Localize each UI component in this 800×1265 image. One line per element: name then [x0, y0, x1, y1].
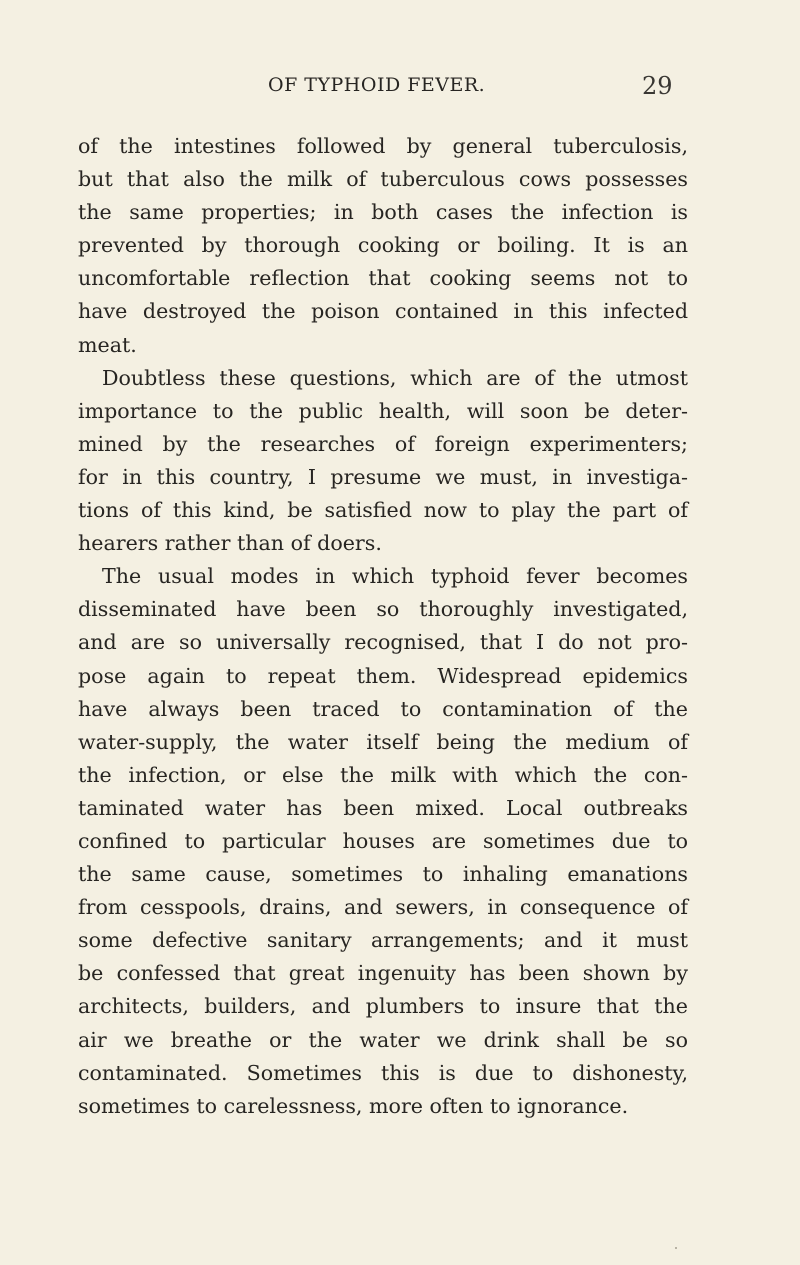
paragraph — [78, 130, 688, 362]
text-line: uncomfortable reflection that cooking seems not to — [78, 266, 688, 291]
text-line: architects, builders, and plumbers to insure that the — [78, 994, 688, 1019]
paragraph — [78, 362, 688, 561]
text-line: confined to particular houses are sometimes due to — [78, 828, 688, 853]
text-line: for in this country, I presume we must, in investiga- — [78, 464, 688, 489]
running-title: OF TYPHOID FEVER. — [268, 74, 486, 96]
text-line: meat. — [78, 332, 137, 357]
text-line: air we breathe or the water we drink shall be so — [78, 1027, 688, 1052]
text-line: some defective sanitary arrangements; and it must — [78, 928, 688, 953]
text-line: the same cause, sometimes to inhaling emanations — [78, 862, 688, 887]
text-line: but that also the milk of tuberculous cows possesses — [78, 167, 688, 192]
body-text — [78, 130, 688, 1123]
text-line: of the intestines followed by general tuberculosis, — [78, 134, 688, 158]
text-line: sometimes to carelessness, more often to ignorance. — [78, 1093, 629, 1118]
text-line: have always been traced to contamination of the — [78, 696, 688, 721]
text-line: have destroyed the poison contained in this infected — [78, 299, 688, 324]
text-line: from cesspools, drains, and sewers, in consequence of — [78, 895, 688, 920]
page-number: 29 — [642, 72, 673, 100]
text-line: water-supply, the water itself being the medium of — [78, 729, 688, 754]
text-line: disseminated have been so thoroughly investigated, — [78, 597, 688, 622]
text-line: be confessed that great ingenuity has been shown by — [78, 961, 688, 986]
text-line: tions of this kind, be satisfied now to play the part of — [78, 498, 688, 523]
text-line: the infection, or else the milk with which the con- — [78, 762, 688, 787]
text-line: mined by the researches of foreign experimenters; — [78, 431, 688, 456]
paper-speck — [675, 1247, 677, 1249]
text-line: the same properties; in both cases the infection is — [78, 200, 688, 225]
text-line: pose again to repeat them. Widespread epidemics — [78, 663, 688, 688]
text-line: contaminated. Sometimes this is due to dishonesty, — [78, 1060, 688, 1085]
paragraph — [78, 560, 688, 1123]
text-line: hearers rather than of doers. — [78, 531, 382, 556]
text-line: taminated water has been mixed. Local outbreaks — [78, 795, 688, 820]
text-line: The usual modes in which typhoid fever becomes — [102, 564, 688, 589]
text-line: prevented by thorough cooking or boiling. It is an — [78, 233, 688, 258]
text-line: importance to the public health, will soon be deter- — [78, 398, 688, 423]
running-head — [0, 74, 800, 104]
text-line: and are so universally recognised, that I do not pro- — [78, 630, 688, 655]
text-line: Doubtless these questions, which are of the utmost — [102, 365, 688, 390]
